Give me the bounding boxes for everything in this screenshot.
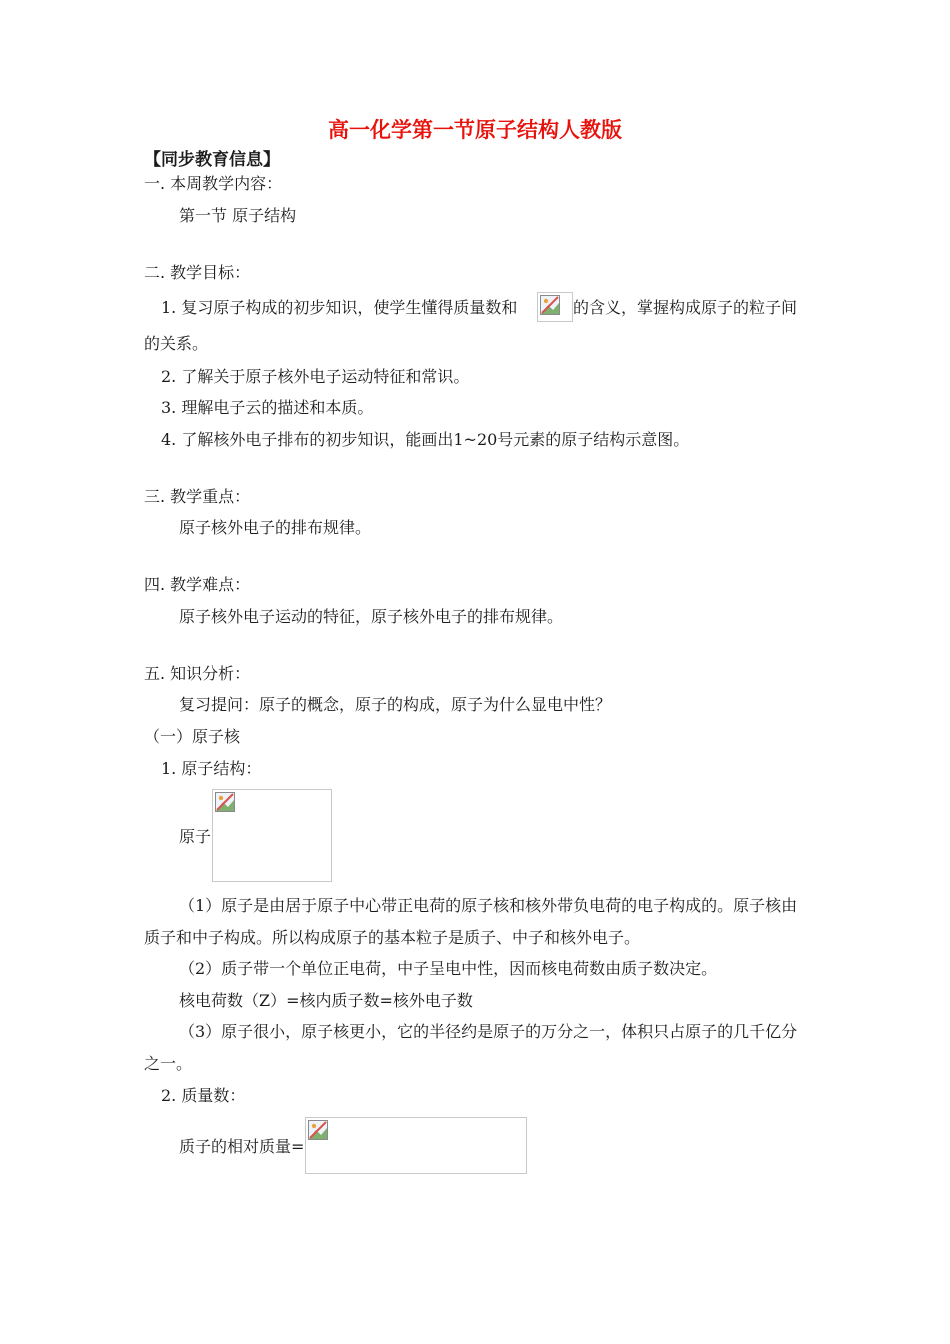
- objective-1-part-a: 1. 复习原子构成的初步知识，使学生懂得质量数和: [161, 298, 518, 317]
- broken-image-icon: [308, 1120, 328, 1140]
- objective-1-part-c: 的关系。: [144, 334, 209, 353]
- section-1-heading: 一. 本周教学内容：: [144, 174, 283, 193]
- subsection-nucleus: （一）原子核: [144, 727, 241, 746]
- broken-image-icon: [215, 792, 235, 812]
- note-3-line-b: 之一。: [144, 1054, 193, 1073]
- objective-2: 2. 了解关于原子核外电子运动特征和常识。: [161, 367, 470, 386]
- point-2-heading: 2. 质量数：: [161, 1086, 246, 1105]
- formula-image: [537, 292, 573, 322]
- objective-1-part-b: 的含义，掌握构成原子的粒子间: [573, 298, 798, 317]
- objective-3: 3. 理解电子云的描述和本质。: [161, 398, 374, 417]
- atom-label: 原子: [179, 827, 212, 846]
- note-1-line-b: 质子和中子构成。所以构成原子的基本粒子是质子、中子和核外电子。: [144, 928, 641, 947]
- note-1-line-a: （1）原子是由居于原子中心带正电荷的原子核和核外带负电荷的电子构成的。原子核由: [179, 896, 798, 915]
- review-question: 复习提问：原子的概念，原子的构成，原子为什么显电中性？: [179, 695, 612, 714]
- broken-image-icon: [540, 295, 560, 315]
- point-1-heading: 1. 原子结构：: [161, 759, 262, 778]
- info-header: 【同步教育信息】: [144, 150, 280, 170]
- page-title: 高一化学第一节原子结构人教版: [328, 118, 622, 142]
- section-4-content: 原子核外电子运动的特征，原子核外电子的排布规律。: [179, 607, 564, 626]
- proton-mass-label: 质子的相对质量=: [179, 1137, 305, 1156]
- charge-formula: 核电荷数（Z）=核内质子数=核外电子数: [179, 991, 473, 1010]
- section-3-heading: 三. 教学重点：: [144, 487, 251, 506]
- section-3-content: 原子核外电子的排布规律。: [179, 518, 372, 537]
- proton-mass-image: [305, 1117, 527, 1174]
- section-4-heading: 四. 教学难点：: [144, 575, 251, 594]
- section-1-content: 第一节 原子结构: [179, 206, 297, 225]
- section-2-heading: 二. 教学目标：: [144, 263, 251, 282]
- objective-4: 4. 了解核外电子排布的初步知识，能画出1~20号元素的原子结构示意图。: [161, 430, 690, 449]
- atom-structure-image: [212, 789, 332, 882]
- note-3-line-a: （3）原子很小，原子核更小，它的半径约是原子的万分之一，体积只占原子的几千亿分: [179, 1022, 798, 1041]
- note-2: （2）质子带一个单位正电荷，中子呈电中性，因而核电荷数由质子数决定。: [179, 959, 718, 978]
- section-5-heading: 五. 知识分析：: [144, 664, 251, 683]
